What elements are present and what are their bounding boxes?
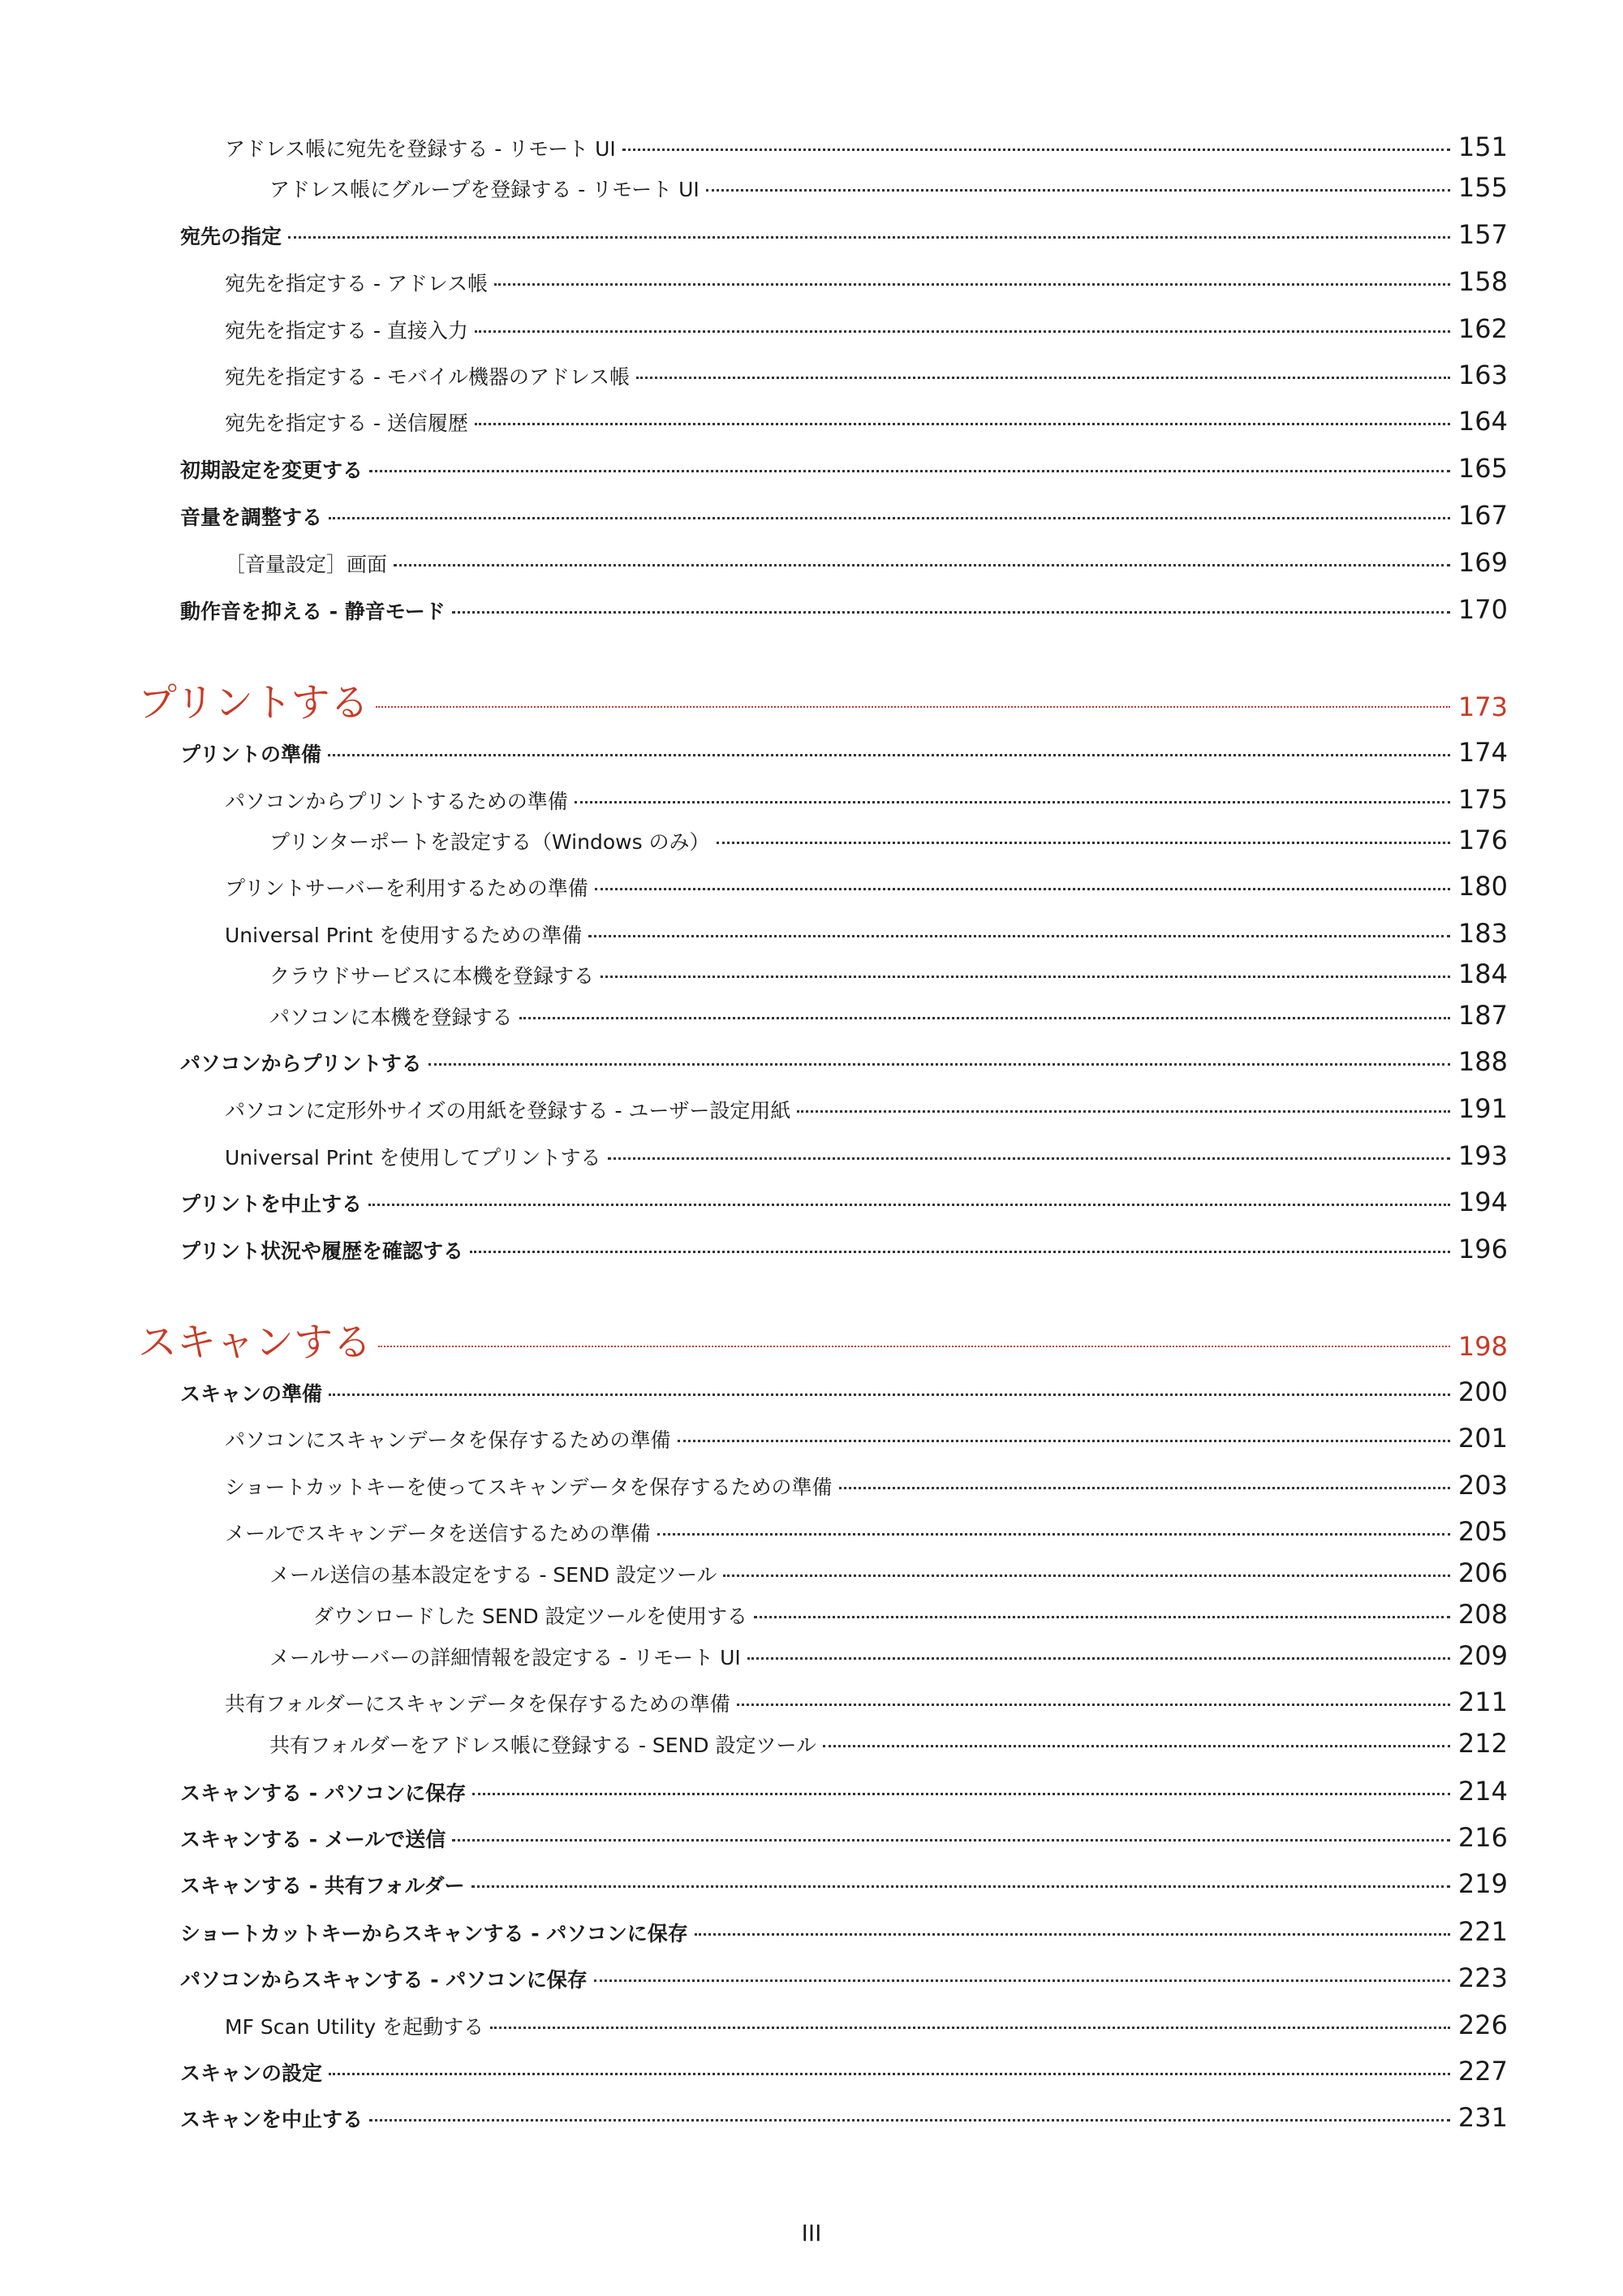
toc-entry[interactable] xyxy=(0,871,1623,902)
leader-dots xyxy=(376,706,1450,708)
toc-entry[interactable] xyxy=(0,825,1623,855)
leader-dots xyxy=(475,330,1450,333)
toc-entry[interactable] xyxy=(0,958,1623,989)
entry-page-number: 205 xyxy=(1457,1516,1508,1547)
toc-entry[interactable] xyxy=(0,918,1623,949)
entry-title: MF Scan Utility を起動する xyxy=(225,2015,484,2039)
entry-title: アドレス帳にグループを登録する - リモート UI xyxy=(269,178,700,201)
entry-title: ［音量設定］画面 xyxy=(225,553,388,576)
toc-entry[interactable] xyxy=(0,1000,1623,1031)
toc-entry[interactable] xyxy=(0,172,1623,203)
entry-title: スキャンの準備 xyxy=(180,1382,323,1406)
entry-title: ショートカットキーを使ってスキャンデータを保存するための準備 xyxy=(225,1475,833,1499)
toc-entry[interactable] xyxy=(0,1376,1623,1407)
toc-entry[interactable] xyxy=(0,1599,1623,1630)
entry-title: メール送信の基本設定をする - SEND 設定ツール xyxy=(269,1563,717,1587)
leader-dots xyxy=(368,1204,1450,1206)
entry-title: 共有フォルダーにスキャンデータを保存するための準備 xyxy=(225,1692,730,1716)
toc-entry[interactable] xyxy=(0,784,1623,815)
leader-dots xyxy=(369,470,1450,472)
leader-dots xyxy=(288,236,1450,239)
entry-title: パソコンからプリントする xyxy=(180,1052,422,1075)
entry-title: 宛先を指定する - 直接入力 xyxy=(225,319,468,342)
leader-dots xyxy=(428,1063,1450,1066)
entry-title: プリントを中止する xyxy=(180,1192,363,1216)
leader-dots xyxy=(369,2119,1450,2122)
entry-page-number: 221 xyxy=(1457,1916,1508,1947)
toc-entry[interactable] xyxy=(0,1557,1623,1588)
entry-page-number: 155 xyxy=(1457,172,1508,203)
leader-dots xyxy=(678,1440,1450,1442)
entry-title: クラウドサービスに本機を登録する xyxy=(269,964,595,988)
toc-entry[interactable] xyxy=(0,1093,1623,1124)
chapter-title: スキャンする xyxy=(138,1320,372,1365)
entry-title: Universal Print を使用するための準備 xyxy=(225,924,583,947)
toc-entry[interactable] xyxy=(0,1140,1623,1171)
entry-page-number: 169 xyxy=(1457,547,1508,578)
toc-entry[interactable] xyxy=(0,547,1623,578)
entry-page-number: 188 xyxy=(1457,1046,1508,1077)
entry-title: 共有フォルダーをアドレス帳に登録する - SEND 設定ツール xyxy=(269,1734,816,1757)
entry-page-number: 151 xyxy=(1457,131,1508,162)
leader-dots xyxy=(608,1157,1450,1160)
entry-page-number: 163 xyxy=(1457,360,1508,390)
leader-dots xyxy=(328,754,1450,756)
leader-dots xyxy=(839,1487,1450,1489)
toc-entry[interactable] xyxy=(0,360,1623,390)
leader-dots xyxy=(747,1657,1450,1660)
toc-entry[interactable] xyxy=(0,1776,1623,1807)
entry-page-number: 176 xyxy=(1457,825,1508,855)
entry-page-number: 206 xyxy=(1457,1557,1508,1588)
leader-dots xyxy=(452,1839,1450,1842)
leader-dots xyxy=(470,1251,1450,1253)
entry-page-number: 180 xyxy=(1457,871,1508,902)
entry-title: パソコンに本機を登録する xyxy=(269,1006,513,1029)
entry-title: Universal Print を使用してプリントする xyxy=(225,1146,601,1170)
entry-title: 動作音を抑える - 静音モード xyxy=(180,600,446,623)
entry-page-number: 157 xyxy=(1457,219,1508,250)
entry-title: スキャンの設定 xyxy=(180,2061,323,2085)
entry-page-number: 184 xyxy=(1457,958,1508,989)
toc-entry[interactable] xyxy=(0,1470,1623,1501)
entry-title: スキャンする - パソコンに保存 xyxy=(180,1781,467,1805)
toc-chapter-entry[interactable] xyxy=(0,671,1623,727)
leader-dots xyxy=(823,1745,1450,1747)
leader-dots xyxy=(329,517,1450,519)
leader-dots xyxy=(636,377,1450,379)
entry-page-number: 162 xyxy=(1457,313,1508,344)
entry-title: スキャンする - 共有フォルダー xyxy=(180,1874,465,1898)
toc-entry[interactable] xyxy=(0,1046,1623,1077)
toc-entry[interactable] xyxy=(0,1962,1623,1993)
entry-page-number: 164 xyxy=(1457,406,1508,437)
leader-dots xyxy=(471,1885,1450,1888)
leader-dots xyxy=(490,2027,1450,2029)
entry-title: メールでスキャンデータを送信するための準備 xyxy=(225,1522,651,1545)
leader-dots xyxy=(494,283,1450,286)
leader-dots xyxy=(452,611,1450,614)
toc-entry[interactable] xyxy=(0,1822,1623,1853)
entry-page-number: 227 xyxy=(1457,2056,1508,2087)
entry-title: 宛先の指定 xyxy=(180,225,282,248)
leader-dots xyxy=(622,149,1450,151)
toc-entry[interactable] xyxy=(0,2010,1623,2040)
leader-dots xyxy=(575,801,1450,803)
chapter-page-number: 173 xyxy=(1457,691,1508,722)
entry-title: 宛先を指定する - アドレス帳 xyxy=(225,272,489,295)
entry-page-number: 193 xyxy=(1457,1140,1508,1171)
entry-page-number: 170 xyxy=(1457,594,1508,625)
toc-entry[interactable] xyxy=(0,737,1623,768)
entry-title: プリント状況や履歴を確認する xyxy=(180,1239,464,1263)
entry-page-number: 200 xyxy=(1457,1376,1508,1407)
entry-title: 宛先を指定する - モバイル機器のアドレス帳 xyxy=(225,365,631,389)
leader-dots xyxy=(717,842,1450,844)
entry-title: スキャンを中止する xyxy=(180,2108,364,2131)
toc-entry[interactable] xyxy=(0,406,1623,437)
entry-page-number: 208 xyxy=(1457,1599,1508,1630)
leader-dots xyxy=(475,423,1450,425)
toc-chapter-entry[interactable] xyxy=(0,1311,1623,1367)
entry-title: メールサーバーの詳細情報を設定する - リモート UI xyxy=(269,1646,741,1669)
page-number: III xyxy=(801,2220,822,2246)
entry-page-number: 194 xyxy=(1457,1187,1508,1217)
entry-page-number: 167 xyxy=(1457,500,1508,531)
entry-title: プリントの準備 xyxy=(180,743,322,766)
entry-page-number: 212 xyxy=(1457,1728,1508,1759)
leader-dots xyxy=(737,1704,1450,1706)
leader-dots xyxy=(329,2073,1450,2075)
entry-page-number: 203 xyxy=(1457,1470,1508,1501)
entry-page-number: 187 xyxy=(1457,1000,1508,1031)
toc-entry[interactable] xyxy=(0,1728,1623,1759)
toc-entry[interactable] xyxy=(0,1868,1623,1899)
entry-title: パソコンにスキャンデータを保存するための準備 xyxy=(225,1428,671,1452)
toc-entry[interactable] xyxy=(0,453,1623,484)
leader-dots xyxy=(519,1017,1450,1019)
leader-dots xyxy=(657,1533,1450,1536)
entry-page-number: 223 xyxy=(1457,1962,1508,1993)
leader-dots xyxy=(378,1346,1450,1347)
leader-dots xyxy=(723,1574,1449,1577)
entry-page-number: 211 xyxy=(1457,1686,1508,1717)
entry-title: パソコンからスキャンする - パソコンに保存 xyxy=(180,1968,588,1992)
entry-title: パソコンに定形外サイズの用紙を登録する - ユーザー設定用紙 xyxy=(225,1099,791,1122)
leader-dots xyxy=(588,935,1450,937)
entry-page-number: 201 xyxy=(1457,1423,1508,1454)
toc-entry[interactable] xyxy=(0,1640,1623,1671)
entry-page-number: 158 xyxy=(1457,266,1508,297)
entry-title: 音量を調整する xyxy=(180,506,323,529)
entry-page-number: 209 xyxy=(1457,1640,1508,1671)
entry-page-number: 216 xyxy=(1457,1822,1508,1853)
leader-dots xyxy=(706,189,1450,192)
entry-page-number: 175 xyxy=(1457,784,1508,815)
toc-entry[interactable] xyxy=(0,500,1623,531)
toc-entry[interactable] xyxy=(0,1423,1623,1454)
toc-entry[interactable] xyxy=(0,2102,1623,2133)
toc-entry[interactable] xyxy=(0,313,1623,344)
toc-entry[interactable] xyxy=(0,1187,1623,1217)
leader-dots xyxy=(754,1616,1450,1618)
chapter-title: プリントする xyxy=(138,680,369,726)
toc-entry[interactable] xyxy=(0,1516,1623,1547)
entry-title: プリンターポートを設定する（Windows のみ） xyxy=(269,830,710,854)
toc-entry[interactable] xyxy=(0,131,1623,162)
leader-dots xyxy=(594,1979,1450,1982)
leader-dots xyxy=(329,1394,1450,1396)
entry-title: 初期設定を変更する xyxy=(180,459,364,482)
leader-dots xyxy=(394,564,1450,566)
entry-title: アドレス帳に宛先を登録する - リモート UI xyxy=(225,137,616,161)
leader-dots xyxy=(595,888,1450,890)
entry-title: スキャンする - メールで送信 xyxy=(180,1828,446,1851)
entry-page-number: 231 xyxy=(1457,2102,1508,2133)
leader-dots xyxy=(797,1110,1450,1113)
toc-entry[interactable] xyxy=(0,266,1623,297)
leader-dots xyxy=(601,976,1450,978)
entry-page-number: 214 xyxy=(1457,1776,1508,1807)
entry-page-number: 191 xyxy=(1457,1093,1508,1124)
toc-entry[interactable] xyxy=(0,1686,1623,1717)
entry-title: パソコンからプリントするための準備 xyxy=(225,790,568,813)
entry-page-number: 196 xyxy=(1457,1234,1508,1264)
entry-title: ショートカットキーからスキャンする - パソコンに保存 xyxy=(180,1922,688,1945)
entry-page-number: 174 xyxy=(1457,737,1508,768)
toc-entry[interactable] xyxy=(0,594,1623,625)
entry-title: プリントサーバーを利用するための準備 xyxy=(225,877,588,900)
entry-page-number: 226 xyxy=(1457,2010,1508,2040)
leader-dots xyxy=(472,1793,1450,1795)
toc-entry[interactable] xyxy=(0,219,1623,250)
leader-dots xyxy=(695,1933,1450,1936)
toc-entry[interactable] xyxy=(0,1916,1623,1947)
entry-page-number: 219 xyxy=(1457,1868,1508,1899)
entry-title: ダウンロードした SEND 設定ツールを使用する xyxy=(313,1605,748,1628)
entry-page-number: 183 xyxy=(1457,918,1508,949)
toc-entry[interactable] xyxy=(0,1234,1623,1264)
chapter-page-number: 198 xyxy=(1457,1331,1508,1362)
entry-title: 宛先を指定する - 送信履歴 xyxy=(225,411,468,435)
entry-page-number: 165 xyxy=(1457,453,1508,484)
toc-entry[interactable] xyxy=(0,2056,1623,2087)
